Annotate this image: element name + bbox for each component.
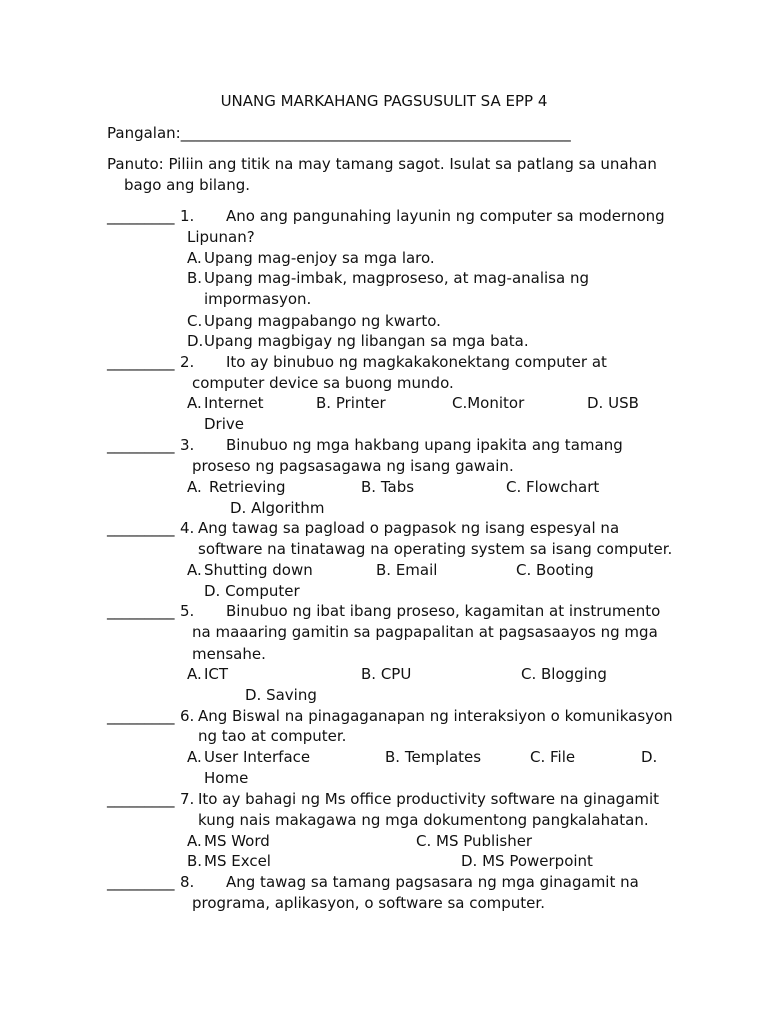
answer-blank: _________	[107, 436, 175, 454]
choice-text: User Interface	[204, 748, 311, 766]
choice-text: B. Email	[376, 561, 438, 579]
question-number: 7.	[180, 790, 195, 808]
choice-label: A.	[187, 249, 202, 267]
choice-text: impormasyon.	[204, 290, 312, 308]
question-text: Ito ay binubuo ng magkakakonektang computer at	[226, 353, 607, 371]
question-text: Ano ang pangunahing layunin ng computer sa modernong	[226, 207, 665, 225]
choice-text: MS Excel	[204, 852, 271, 870]
question-text: computer device sa buong mundo.	[192, 374, 454, 392]
answer-blank: _________	[107, 602, 175, 620]
question-text: Lipunan?	[187, 228, 255, 246]
choice-text: Drive	[204, 415, 244, 433]
choice-text: C.Monitor	[452, 394, 525, 412]
answer-blank: _________	[107, 707, 175, 725]
question-text: ng tao at computer.	[198, 727, 347, 745]
choice-text: MS Word	[204, 832, 270, 850]
question-text: software na tinatawag na operating system sa isang computer.	[198, 540, 673, 558]
question-text: Ang tawag sa tamang pagsasara ng mga ginagamit na	[226, 873, 639, 891]
choice-text: D. Computer	[204, 582, 300, 600]
choice-text: B. Tabs	[361, 478, 415, 496]
instructions-line-2: bago ang bilang.	[124, 176, 251, 194]
answer-blank: _________	[107, 873, 175, 891]
choice-text: Upang magpabango ng kwarto.	[204, 312, 441, 330]
instructions-line-1: Panuto: Piliin ang titik na may tamang sagot. Isulat sa patlang sa unahan	[107, 155, 657, 173]
choice-label: A.	[187, 394, 202, 412]
choice-text: D. USB	[587, 394, 639, 412]
choice-text: Shutting down	[204, 561, 313, 579]
choice-text: C. Blogging	[521, 665, 607, 683]
choice-text: Upang magbigay ng libangan sa mga bata.	[204, 332, 529, 350]
question-text: Ang tawag sa pagload o pagpasok ng isang espesyal na	[198, 519, 620, 537]
answer-blank: _________	[107, 207, 175, 225]
choice-label: A.	[187, 478, 202, 496]
choice-label: A.	[187, 748, 202, 766]
choice-label: D.	[187, 332, 204, 350]
choice-text: Retrieving	[209, 478, 286, 496]
question-text: Ito ay bahagi ng Ms office productivity software na ginagamit	[198, 790, 660, 808]
choice-text: B. Printer	[316, 394, 386, 412]
choice-text: Upang mag-enjoy sa mga laro.	[204, 249, 435, 267]
choice-text: B. Templates	[385, 748, 482, 766]
question-text: proseso ng pagsasagawa ng isang gawain.	[192, 457, 514, 475]
choice-text: C. Flowchart	[506, 478, 600, 496]
choice-label: A.	[187, 665, 202, 683]
choice-label: A.	[187, 832, 202, 850]
question-number: 1.	[180, 207, 195, 225]
question-text: mensahe.	[192, 645, 266, 663]
choice-text: Upang mag-imbak, magproseso, at mag-analisa ng	[204, 269, 589, 287]
choice-text: B. CPU	[361, 665, 412, 683]
question-number: 2.	[180, 353, 195, 371]
choice-text: ICT	[204, 665, 229, 683]
choice-text: D. Saving	[245, 686, 317, 704]
answer-blank: _________	[107, 790, 175, 808]
choice-text: D. MS Powerpoint	[461, 852, 593, 870]
choice-label: C.	[187, 312, 203, 330]
question-text: Ang Biswal na pinagaganapan ng interaksiyon o komunikasyon	[198, 707, 673, 725]
question-number: 4.	[180, 519, 195, 537]
answer-blank: _________	[107, 519, 175, 537]
question-text: Binubuo ng mga hakbang upang ipakita ang tamang	[226, 436, 623, 454]
choice-label: B.	[187, 852, 203, 870]
answer-blank: _________	[107, 353, 175, 371]
question-text: programa, aplikasyon, o software sa computer.	[192, 894, 545, 912]
question-text: kung nais makagawa ng mga dokumentong pangkalahatan.	[198, 811, 649, 829]
choice-text: C. MS Publisher	[416, 832, 533, 850]
choice-text: C. Booting	[516, 561, 594, 579]
choice-text: D.	[641, 748, 658, 766]
question-number: 5.	[180, 602, 195, 620]
page-title: UNANG MARKAHANG PAGSUSULIT SA EPP 4	[220, 92, 548, 110]
choice-text: Home	[204, 769, 249, 787]
name-field-line: Pangalan:____________________________________________________	[107, 124, 571, 142]
choice-text: Internet	[204, 394, 264, 412]
question-number: 3.	[180, 436, 195, 454]
question-text: Binubuo ng ibat ibang proseso, kagamitan at instrumento	[226, 602, 661, 620]
choice-label: A.	[187, 561, 202, 579]
choice-label: B.	[187, 269, 203, 287]
choice-text: D. Algorithm	[230, 499, 325, 517]
question-number: 6.	[180, 707, 195, 725]
question-number: 8.	[180, 873, 195, 891]
question-text: na maaaring gamitin sa pagpapalitan at pagsasaayos ng mga	[192, 623, 658, 641]
choice-text: C. File	[530, 748, 576, 766]
